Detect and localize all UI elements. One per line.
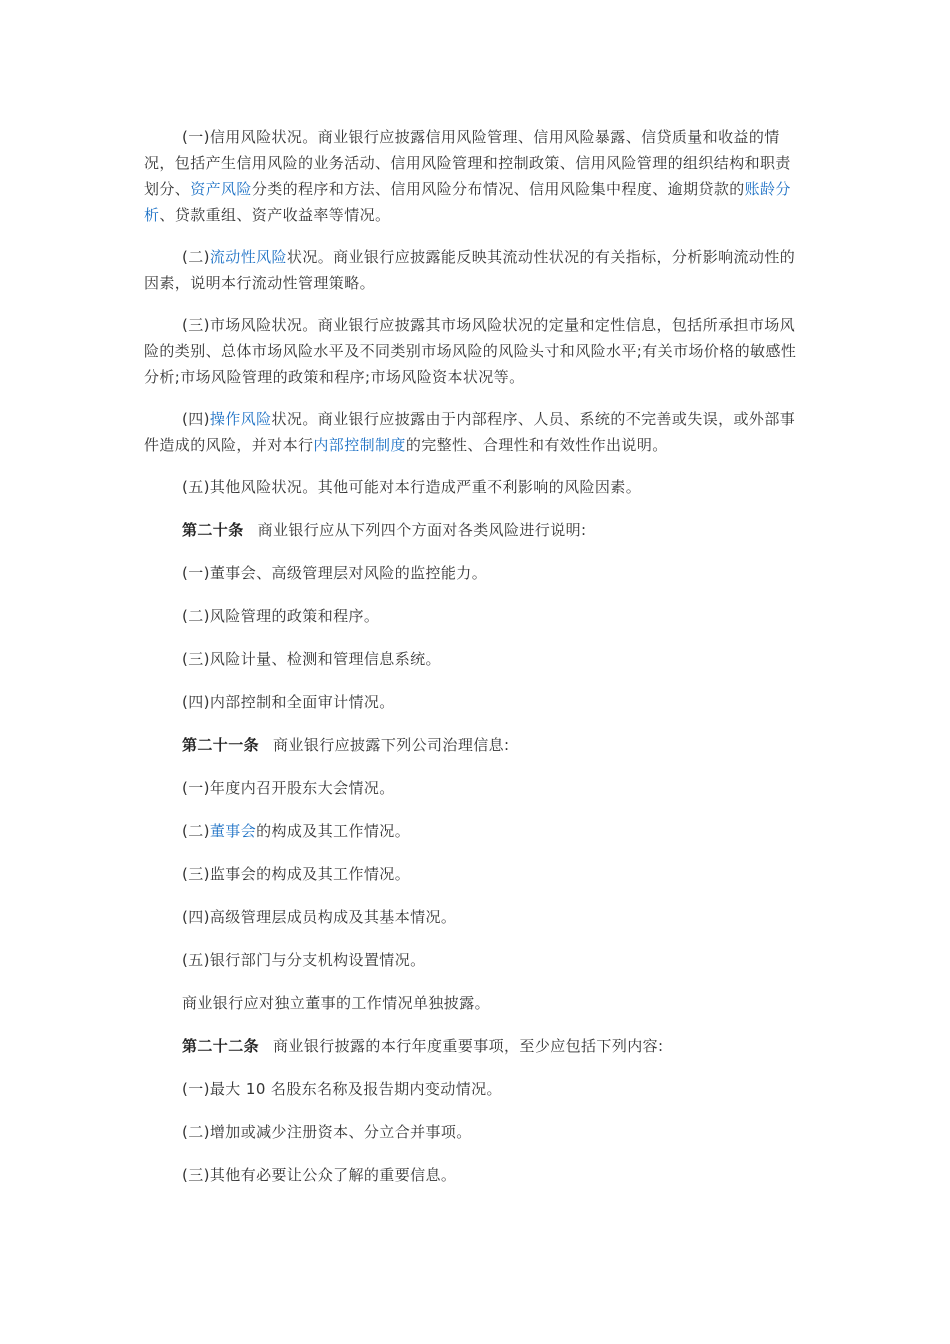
text-run: 商业银行披露的本行年度重要事项，至少应包括下列内容: (273, 1037, 664, 1055)
text-run: 状况。商业银行应披露能反映其流动性状况的有关指标，分析影响流动性的因素，说明本行流动性管理策略。 (144, 248, 796, 292)
text-run: 、贷款重组、资产收益率等情况。 (159, 206, 391, 224)
paragraph-other-risk (144, 474, 804, 500)
link-operational-risk[interactable]: 操作风险 (209, 410, 272, 428)
text-run: (一)信用风险状况。商业银行应披露信用风险管理、信用风险暴露、信贷质量和收益的情况，包括产生信用风险的业务活动、信用风险管理和控制政策、信用风险管理的组织结构和职责划分、 (144, 128, 791, 198)
link-liquidity-risk[interactable]: 流动性风险 (209, 248, 287, 266)
list-item (144, 947, 804, 973)
text-run: (二)增加或减少注册资本、分立合并事项。 (182, 1123, 472, 1141)
paragraph-independent-directors (144, 990, 804, 1016)
link-aging-analysis[interactable]: 账龄分析 (144, 180, 791, 224)
list-item (144, 775, 804, 801)
text-run: (四) (182, 410, 210, 428)
paragraph-liquidity-risk (144, 244, 804, 296)
text-run: (五)银行部门与分支机构设置情况。 (182, 951, 426, 969)
paragraph-market-risk (144, 312, 804, 390)
text-run: (三)其他有必要让公众了解的重要信息。 (182, 1166, 457, 1184)
link-board-of-directors[interactable]: 董事会 (209, 822, 257, 840)
list-item (144, 904, 804, 930)
text-run: (一)董事会、高级管理层对风险的监控能力。 (182, 564, 488, 582)
text-run: (四)内部控制和全面审计情况。 (182, 693, 395, 711)
text-run: (四)高级管理层成员构成及其基本情况。 (182, 908, 457, 926)
article-number: 第二十一条 (182, 736, 260, 754)
text-run: (二) (182, 822, 210, 840)
list-item (144, 818, 804, 844)
paragraph-operational-risk (144, 406, 804, 458)
text-run: (三)市场风险状况。商业银行应披露其市场风险状况的定量和定性信息，包括所承担市场风险的类别、总体市场风险水平及不同类别市场风险的风险头寸和风险水平;有关市场价格的敏感性分析;市场风险管理的政策和程序;市场风险资本状况等。 (144, 316, 797, 386)
list-item (144, 1162, 804, 1188)
text-run: (三)风险计量、检测和管理信息系统。 (182, 650, 441, 668)
list-item (144, 603, 804, 629)
article-number: 第二十二条 (182, 1037, 260, 1055)
text-run: (一)最大 10 名股东名称及报告期内变动情况。 (182, 1080, 502, 1098)
text-run: (二) (182, 248, 210, 266)
paragraph-credit-risk (144, 124, 804, 228)
list-item (144, 861, 804, 887)
link-asset-risk[interactable]: 资产风险 (190, 180, 252, 198)
text-run: 状况。商业银行应披露由于内部程序、人员、系统的不完善或失误，或外部事件造成的风险，并对本行 (144, 410, 796, 454)
list-item (144, 560, 804, 586)
text-run: 的构成及其工作情况。 (256, 822, 411, 840)
list-item (144, 1119, 804, 1145)
article-21-heading (144, 732, 804, 758)
text-run: 商业银行应从下列四个方面对各类风险进行说明: (257, 521, 587, 539)
list-item (144, 689, 804, 715)
document-body (144, 124, 804, 1205)
text-run: 商业银行应对独立董事的工作情况单独披露。 (182, 994, 491, 1012)
article-number: 第二十条 (182, 521, 244, 539)
list-item (144, 1076, 804, 1102)
text-run: (五)其他风险状况。其他可能对本行造成严重不利影响的风险因素。 (182, 478, 642, 496)
link-internal-control[interactable]: 内部控制制度 (313, 436, 406, 454)
article-22-heading (144, 1033, 804, 1059)
article-20-heading (144, 517, 804, 543)
text-run: (三)监事会的构成及其工作情况。 (182, 865, 411, 883)
text-run: (二)风险管理的政策和程序。 (182, 607, 380, 625)
text-run: 的完整性、合理性和有效性作出说明。 (405, 436, 668, 454)
text-run: 商业银行应披露下列公司治理信息: (273, 736, 510, 754)
list-item (144, 646, 804, 672)
text-run: (一)年度内召开股东大会情况。 (182, 779, 395, 797)
text-run: 分类的程序和方法、信用风险分布情况、信用风险集中程度、逾期贷款的 (251, 180, 745, 198)
